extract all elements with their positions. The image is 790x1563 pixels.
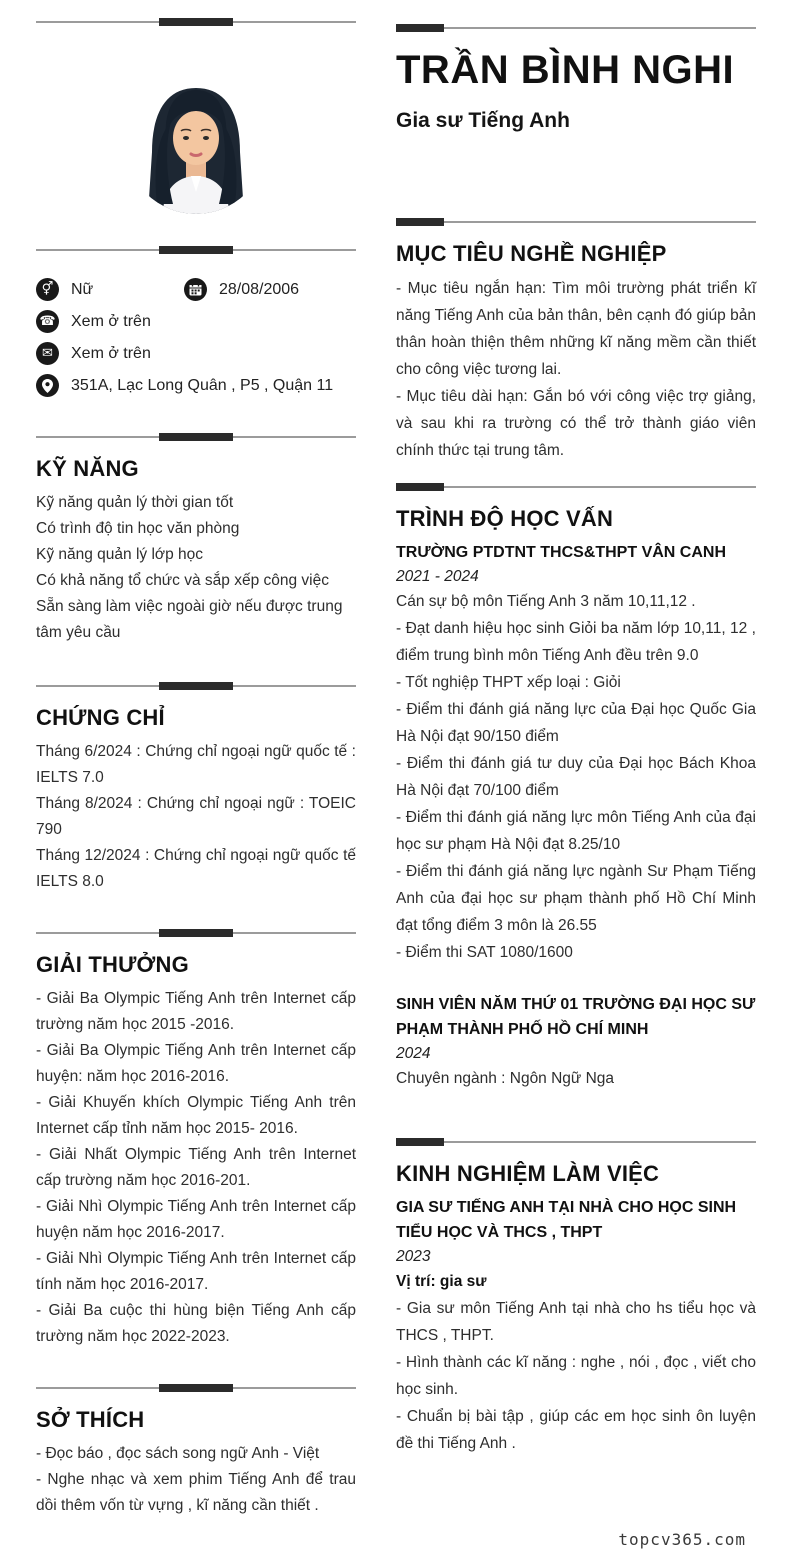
experience-position: Vị trí: gia sư [396, 1273, 487, 1290]
award-item: - Giải Nhất Olympic Tiếng Anh trên Internet cấp trường năm học 2016-201. [36, 1146, 356, 1189]
objective-item: - Mục tiêu ngắn hạn: Tìm môi trường phát triển kĩ năng Tiếng Anh của bản thân, bên cạnh đó giúp bản thân hoàn thiện thêm những kĩ năng mềm cần thiết cho công việc tương lai. [396, 280, 756, 378]
hobbies-list [36, 1441, 356, 1519]
education-detail: Chuyên ngành : Ngôn Ngữ Nga [396, 1070, 615, 1087]
award-item: - Giải Nhì Olympic Tiếng Anh trên Internet cấp huyện năm học 2016-2017. [36, 1198, 356, 1241]
hobby-item: - Đọc báo , đọc sách song ngữ Anh - Việt [36, 1445, 320, 1462]
email-icon: ✉ [36, 342, 59, 365]
school-name: SINH VIÊN NĂM THỨ 01 TRƯỜNG ĐẠI HỌC SƯ PHẠM THÀNH PHỐ HỒ CHÍ MINH [396, 996, 756, 1038]
info-row-phone [36, 310, 356, 333]
education-entry [396, 540, 756, 966]
right-column [396, 18, 756, 1519]
divider [36, 1384, 356, 1392]
divider [36, 433, 356, 441]
experience-entry [396, 1195, 756, 1457]
education-detail: - Điểm thi SAT 1080/1600 [396, 944, 573, 961]
divider [36, 18, 356, 26]
divider [36, 246, 356, 254]
calendar-icon [184, 278, 207, 301]
watermark: topcv365.com [618, 1530, 746, 1549]
experience-role: GIA SƯ TIẾNG ANH TẠI NHÀ CHO HỌC SINH TIỂU HỌC VÀ THCS , THPT [396, 1199, 737, 1241]
skill-item: Kỹ năng quản lý lớp học [36, 546, 203, 563]
objective-heading: MỤC TIÊU NGHỀ NGHIỆP [396, 241, 667, 266]
experience-detail: - Chuẩn bị bài tập , giúp các em học sinh ôn luyện đề thi Tiếng Anh . [396, 1408, 756, 1452]
objective-item: - Mục tiêu dài hạn: Gắn bó với công việc trợ giảng, và sau khi ra trường có thể trở thành giáo viên chính thức tại trung tâm. [396, 388, 756, 459]
skill-item: Kỹ năng quản lý thời gian tốt [36, 494, 234, 511]
divider [396, 1138, 756, 1146]
divider [396, 483, 756, 491]
avatar-illustration [125, 72, 267, 214]
award-item: - Giải Ba Olympic Tiếng Anh trên Internet cấp huyện: năm học 2016-2016. [36, 1042, 356, 1085]
education-details [396, 1065, 756, 1092]
education-detail: - Điểm thi đánh giá năng lực môn Tiếng Anh của đại học sư phạm Hà Nội đạt 8.25/10 [396, 809, 756, 853]
experience-period: 2023 [396, 1248, 431, 1265]
education-detail: Cán sự bộ môn Tiếng Anh 3 năm 10,11,12 . [396, 593, 696, 610]
hobbies-heading: SỞ THÍCH [36, 1407, 145, 1432]
info-row-address [36, 374, 356, 397]
education-detail: - Điểm thi đánh giá năng lực của Đại học Quốc Gia Hà Nội đạt 90/150 điểm [396, 701, 756, 745]
phone-icon: ☎ [36, 310, 59, 333]
email-value: Xem ở trên [71, 344, 151, 362]
left-column [36, 18, 356, 1519]
award-item: - Giải Khuyến khích Olympic Tiếng Anh trên Internet cấp tỉnh năm học 2015- 2016. [36, 1094, 356, 1137]
profile-photo-wrap [36, 72, 356, 214]
education-details [396, 588, 756, 966]
education-period: 2024 [396, 1045, 431, 1062]
gender-icon: ⚥ [36, 278, 59, 301]
personal-info [36, 278, 356, 397]
divider [36, 929, 356, 937]
education-period: 2021 - 2024 [396, 568, 479, 585]
dob-value: 28/08/2006 [219, 280, 300, 298]
candidate-title: Gia sư Tiếng Anh [396, 109, 570, 132]
skill-item: Có trình độ tin học văn phòng [36, 520, 240, 537]
address-value: 351A, Lạc Long Quân , P5 , Quận 11 [71, 376, 334, 394]
education-entry [396, 992, 756, 1092]
skills-list [36, 490, 356, 646]
education-detail: - Điểm thi đánh giá tư duy của Đại học Bách Khoa Hà Nội đạt 70/100 điểm [396, 755, 756, 799]
divider [396, 24, 756, 32]
phone-value: Xem ở trên [71, 312, 151, 330]
award-item: - Giải Ba cuộc thi hùng biện Tiếng Anh cấp trường năm học 2022-2023. [36, 1302, 356, 1345]
hobby-item: - Nghe nhạc và xem phim Tiếng Anh để trau dồi thêm vốn từ vựng , kĩ năng cần thiết . [36, 1471, 356, 1514]
award-item: - Giải Ba Olympic Tiếng Anh trên Internet cấp trường năm học 2015 -2016. [36, 990, 356, 1033]
experience-detail: - Hình thành các kĩ năng : nghe , nói , đọc , viết cho học sinh. [396, 1354, 756, 1398]
education-detail: - Đạt danh hiệu học sinh Giỏi ba năm lớp 10,11, 12 , điểm trung bình môn Tiếng Anh đều trên 9.0 [396, 620, 756, 664]
objective-text [396, 275, 756, 464]
certificate-item: Tháng 8/2024 : Chứng chỉ ngoại ngữ : TOEIC 790 [36, 795, 356, 838]
certificate-item: Tháng 12/2024 : Chứng chỉ ngoại ngữ quốc tế IELTS 8.0 [36, 847, 356, 890]
skills-heading: KỸ NĂNG [36, 456, 139, 481]
certificate-item: Tháng 6/2024 : Chứng chỉ ngoại ngữ quốc tế : IELTS 7.0 [36, 743, 356, 786]
info-row-email [36, 342, 356, 365]
divider [36, 682, 356, 690]
skill-item: Có khả năng tổ chức và sắp xếp công việc [36, 572, 329, 589]
award-item: - Giải Nhì Olympic Tiếng Anh trên Internet cấp tính năm học 2016-2017. [36, 1250, 356, 1293]
school-name: TRƯỜNG PTDTNT THCS&THPT VÂN CANH [396, 544, 727, 561]
candidate-name: TRẦN BÌNH NGHI [396, 48, 735, 92]
profile-photo [125, 72, 267, 214]
education-heading: TRÌNH ĐỘ HỌC VẤN [396, 506, 614, 531]
experience-heading: KINH NGHIỆM LÀM VIỆC [396, 1161, 660, 1186]
education-detail: - Điểm thi đánh giá năng lực ngành Sư Phạm Tiếng Anh của đại học sư phạm thành phố Hồ Chí Minh đạt tổng điểm 3 môn là 26.55 [396, 863, 756, 934]
experience-details [396, 1295, 756, 1457]
awards-heading: GIẢI THƯỞNG [36, 952, 189, 977]
certificates-list [36, 739, 356, 895]
awards-list [36, 986, 356, 1350]
info-row-gender-dob [36, 278, 356, 301]
certificates-heading: CHỨNG CHỈ [36, 705, 165, 730]
location-pin-icon [36, 374, 59, 397]
skill-item: Sẵn sàng làm việc ngoài giờ nếu được trung tâm yêu cầu [36, 598, 343, 641]
gender-value: Nữ [71, 280, 94, 298]
education-detail: - Tốt nghiệp THPT xếp loại : Giỏi [396, 674, 621, 691]
divider [396, 218, 756, 226]
experience-detail: - Gia sư môn Tiếng Anh tại nhà cho hs tiểu học và THCS , THPT. [396, 1300, 756, 1344]
